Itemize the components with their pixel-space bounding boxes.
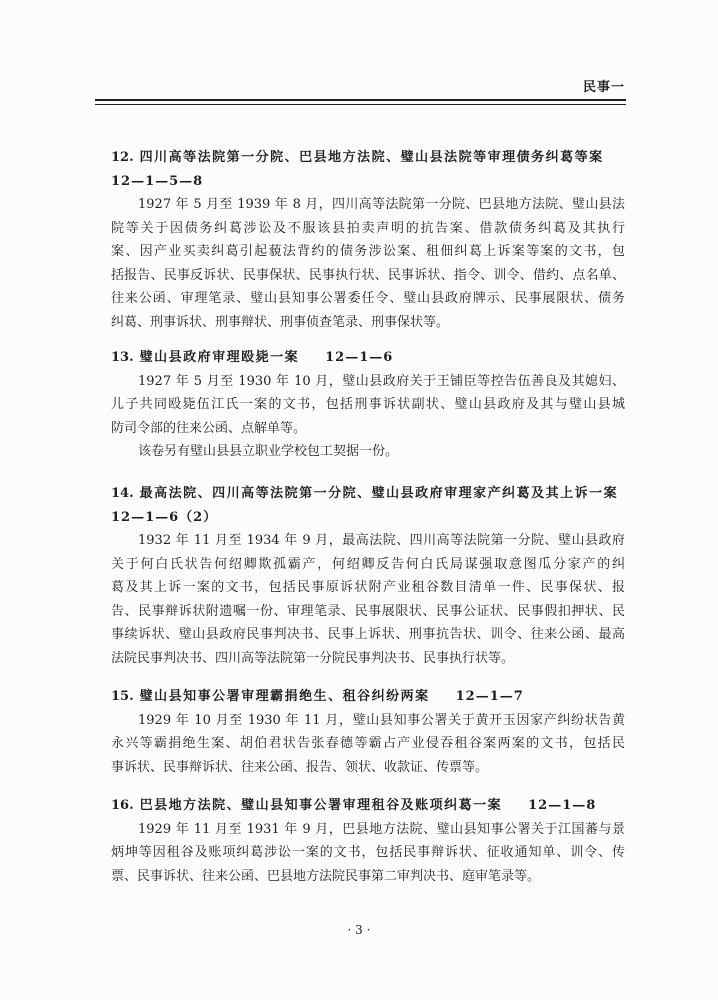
text-line: 1927 年 5 月至 1930 年 10 月，璧山县政府关于王铺臣等控告伍善良及其媳妇、 (138, 373, 625, 389)
text-line: 炳坤等因租谷及账项纠葛涉讼一案的文书，包括民事辩诉状、征收通知单、训令、传 (111, 845, 625, 860)
text-line: 1932 年 11 月至 1934 年 9 月，最高法院、四川高等法院第一分院、璧山县政府 (138, 533, 625, 548)
header-rule-thick (95, 99, 626, 101)
text-line: 关于何白氏状告何绍卿欺孤霸产，何绍卿反告何白氏局谋强取意图瓜分家产的纠 (111, 556, 625, 572)
text-line: 永兴等霸捐绝生案、胡伯君状告张春德等霸占产业侵吞租谷案两案的文书，包括民 (111, 736, 625, 751)
text-line: 事续诉状、璧山县政府民事判决书、民事上诉状、刑事抗告状、训令、往来公函、最高 (111, 627, 625, 642)
text-line: 括报告、民事反诉状、民事保状、民事执行状、民事诉状、指令、训令、借约、点名单、 (111, 267, 625, 283)
text-line: 票、民事诉状、往来公函、巴县地方法院民事第二审判决书、庭审笔录等。 (111, 868, 541, 884)
entry-number: 12. (111, 150, 134, 165)
text-line: 该卷另有璧山县县立职业学校包工契据一份。 (138, 444, 399, 459)
entry-title (111, 346, 625, 370)
page-number: · 3 · (347, 923, 371, 937)
entry-title-text: 巴县地方法院、璧山县知事公署审理租谷及账项纠葛一案 (139, 798, 503, 813)
catalog-entry (111, 346, 625, 464)
text-line: 葛及其上诉一案的文书，包括民事原诉状附产业租谷数目清单一件、民事保状、报 (111, 580, 625, 595)
text-line: 1929 年 10 月至 1930 年 11 月，璧山县知事公署关于黄开玉因家产纠纷状告黄 (138, 712, 625, 728)
running-header: 民事一 (582, 80, 625, 95)
entry-title (111, 794, 625, 818)
entry-title-text: 四川高等法院第一分院、巴县地方法院、璧山县法院等审理债务纠葛等案 (139, 150, 604, 165)
entry-title-text: 最高法院、四川高等法院第一分院、璧山县政府审理家产纠葛及其上诉一案 (139, 486, 619, 501)
entry-number: 16. (111, 798, 134, 813)
entry-number: 15. (111, 689, 134, 704)
text-line: 1929 年 11 月至 1931 年 9 月，巴县地方法院、璧山县知事公署关于江国蕃与景 (138, 821, 625, 837)
header-rule-thin (95, 104, 626, 105)
entry-title-text: 璧山县政府审理殴毙一案 (139, 350, 300, 365)
entry-code: 12—1—6 (325, 350, 394, 365)
text-line: 告、民事辩诉状附遗嘱一份、审理笔录、民事展限状、民事公证状、民事假扣押状、民 (111, 603, 625, 619)
text-line: 纠葛、刑事诉状、刑事辩状、刑事侦查笔录、刑事保状等。 (111, 314, 450, 330)
text-line: 法院民事判决书、四川高等法院第一分院民事判决书、民事执行状等。 (111, 650, 515, 666)
entry-code: 12—1—8 (528, 798, 597, 813)
entry-code: 12—1—7 (455, 689, 524, 704)
entry-code: 12—1—6（2） (111, 509, 218, 525)
entry-title (111, 482, 625, 506)
entry-code: 12—1—5—8 (111, 173, 204, 189)
text-line: 往来公函、审理笔录、璧山县知事公署委任令、璧山县政府牌示、民事展限状、债务 (111, 291, 625, 306)
text-line: 儿子共同殴毙伍江氏一案的文书，包括刑事诉状副状、璧山县政府及其与璧山县城 (111, 397, 625, 412)
entry-number: 14. (111, 486, 134, 501)
text-line: 院等关于因债务纠葛涉讼及不服该县拍卖声明的抗告案、借款债务纠葛及其执行 (111, 220, 625, 236)
entry-title (111, 146, 625, 170)
catalog-entry (111, 482, 625, 670)
text-line: 1927 年 5 月至 1939 年 8 月，四川高等法院第一分院、巴县地方法院、璧山县法 (138, 197, 625, 212)
catalog-entry (111, 685, 625, 779)
catalog-entry (111, 146, 625, 334)
entry-title (111, 685, 625, 709)
text-line: 防司令部的往来公函、点解单等。 (111, 420, 307, 436)
entry-number: 13. (111, 350, 134, 365)
text-line: 案、因产业买卖纠葛引起藐法背约的债务涉讼案、租佃纠葛上诉案等案的文书，包 (111, 244, 625, 259)
text-line: 事诉状、民事辩诉状、往来公函、报告、领状、收款证、传票等。 (111, 759, 489, 775)
entry-title-text: 璧山县知事公署审理霸捐绝生、租谷纠纷两案 (139, 689, 430, 704)
catalog-entry (111, 794, 625, 888)
